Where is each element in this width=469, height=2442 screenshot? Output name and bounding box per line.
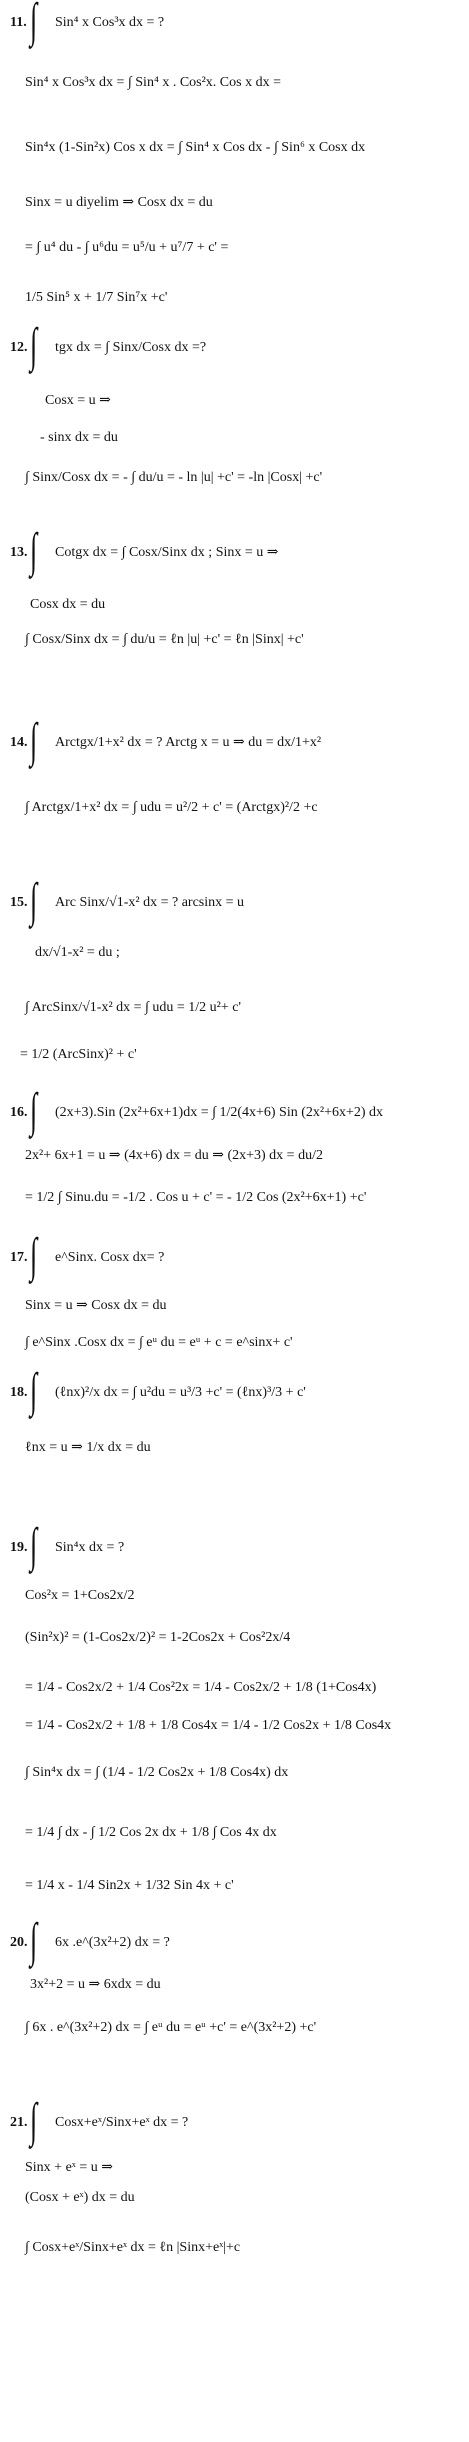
problem-line: (ℓnx)²/x dx = ∫ u²du = u³/3 +c' = (ℓnx)³/3 + c': [55, 1385, 306, 1400]
problem-line: = 1/2 ∫ Sinu.du = -1/2 . Cos u + c' = - 1/2 Cos (2x²+6x+1) +c': [25, 1190, 367, 1205]
problem-line: Cotgx dx = ∫ Cosx/Sinx dx ; Sinx = u ⇒: [55, 545, 279, 560]
problem-line: ∫ Sinx/Cosx dx = - ∫ du/u = - ln |u| +c' = -ln |Cosx| +c': [25, 470, 323, 485]
problem-line: ∫ Sin⁴x dx = ∫ (1/4 - 1/2 Cos2x + 1/8 Cos4x) dx: [25, 1765, 289, 1780]
integral-sign: ∫: [30, 1364, 38, 1417]
problem-line: ∫ e^Sinx .Cosx dx = ∫ eᵘ du = eᵘ + c = e^sinx+ c': [25, 1335, 293, 1350]
problem-line: Sinx = u ⇒ Cosx dx = du: [25, 1298, 167, 1313]
problem-line: tgx dx = ∫ Sinx/Cosx dx =?: [55, 340, 207, 355]
problem-line: Cosx = u ⇒: [45, 393, 111, 408]
problem-line: Cosx+eˣ/Sinx+eˣ dx = ?: [55, 2115, 189, 2130]
problem-line: Sin⁴x dx = ?: [55, 1540, 125, 1555]
problem-number: 15.: [10, 895, 28, 910]
integral-sign: ∫: [30, 1519, 38, 1572]
problem-number: 14.: [10, 735, 28, 750]
problem-line: = ∫ u⁴ du - ∫ u⁶du = u⁵/u + u⁷/7 + c' =: [25, 240, 229, 255]
problem-line: 3x²+2 = u ⇒ 6xdx = du: [30, 1977, 161, 1992]
problem-line: Cosx dx = du: [30, 597, 106, 612]
problem-line: - sinx dx = du: [40, 430, 118, 445]
problem-line: 2x²+ 6x+1 = u ⇒ (4x+6) dx = du ⇒ (2x+3) dx = du/2: [25, 1148, 323, 1163]
integral-sign: ∫: [30, 874, 38, 927]
problem-number: 18.: [10, 1385, 28, 1400]
problem-line: 1/5 Sin⁵ x + 1/7 Sin⁷x +c': [25, 290, 168, 305]
problem-line: Sin⁴x (1-Sin²x) Cos x dx = ∫ Sin⁴ x Cos dx - ∫ Sin⁶ x Cosx dx: [25, 140, 366, 155]
problem-line: ℓnx = u ⇒ 1/x dx = du: [25, 1440, 151, 1455]
problem-line: Cos²x = 1+Cos2x/2: [25, 1588, 135, 1603]
problem-number: 13.: [10, 545, 28, 560]
problem-number: 11.: [10, 15, 27, 30]
problem-line: ∫ Cosx+eˣ/Sinx+eˣ dx = ℓn |Sinx+eˣ|+c: [25, 2240, 241, 2255]
problem-line: ∫ Cosx/Sinx dx = ∫ du/u = ℓn |u| +c' = ℓn |Sinx| +c': [25, 632, 304, 647]
problem-number: 21.: [10, 2115, 28, 2130]
integral-sign: ∫: [30, 1914, 38, 1967]
problem-line: = 1/4 - Cos2x/2 + 1/4 Cos²2x = 1/4 - Cos2x/2 + 1/8 (1+Cos4x): [25, 1680, 377, 1695]
problem-line: dx/√1-x² = du ;: [35, 945, 120, 960]
integral-sign: ∫: [30, 714, 38, 767]
problem-line: (Sin²x)² = (1-Cos2x/2)² = 1-2Cos2x + Cos²2x/4: [25, 1630, 291, 1645]
problem-line: e^Sinx. Cosx dx= ?: [55, 1250, 165, 1265]
problem-line: = 1/2 (ArcSinx)² + c': [20, 1047, 137, 1062]
problem-number: 16.: [10, 1105, 28, 1120]
problem-line: Sin⁴ x Cos³x dx = ∫ Sin⁴ x . Cos²x. Cos x dx =: [25, 75, 281, 90]
problem-line: (2x+3).Sin (2x²+6x+1)dx = ∫ 1/2(4x+6) Sin (2x²+6x+2) dx: [55, 1105, 384, 1120]
integral-sign: ∫: [30, 1084, 38, 1137]
problem-line: Sinx = u diyelim ⇒ Cosx dx = du: [25, 195, 213, 210]
integral-sign: ∫: [30, 319, 38, 372]
problem-line: (Cosx + eˣ) dx = du: [25, 2190, 135, 2205]
problem-line: Arc Sinx/√1-x² dx = ? arcsinx = u: [55, 895, 245, 910]
problem-line: = 1/4 x - 1/4 Sin2x + 1/32 Sin 4x + c': [25, 1878, 234, 1893]
integral-sign: ∫: [30, 1229, 38, 1282]
problem-line: = 1/4 - Cos2x/2 + 1/8 + 1/8 Cos4x = 1/4 - 1/2 Cos2x + 1/8 Cos4x: [25, 1718, 392, 1733]
problem-number: 17.: [10, 1250, 28, 1265]
problem-number: 12.: [10, 340, 28, 355]
problem-number: 19.: [10, 1540, 28, 1555]
integral-sign: ∫: [30, 524, 38, 577]
problem-line: ∫ 6x . e^(3x²+2) dx = ∫ eᵘ du = eᵘ +c' = e^(3x²+2) +c': [25, 2020, 317, 2035]
problem-number: 20.: [10, 1935, 28, 1950]
problem-line: Arctgx/1+x² dx = ? Arctg x = u ⇒ du = dx/1+x²: [55, 735, 322, 750]
problem-line: ∫ Arctgx/1+x² dx = ∫ udu = u²/2 + c' = (Arctgx)²/2 +c: [25, 800, 318, 815]
problem-line: Sin⁴ x Cos³x dx = ?: [55, 15, 165, 30]
integral-sign: ∫: [30, 0, 38, 47]
integral-sign: ∫: [30, 2094, 38, 2147]
problem-line: ∫ ArcSinx/√1-x² dx = ∫ udu = 1/2 u²+ c': [25, 1000, 242, 1015]
problem-line: = 1/4 ∫ dx - ∫ 1/2 Cos 2x dx + 1/8 ∫ Cos 4x dx: [25, 1825, 277, 1840]
problem-line: Sinx + eˣ = u ⇒: [25, 2160, 113, 2175]
problem-line: 6x .e^(3x²+2) dx = ?: [55, 1935, 170, 1950]
